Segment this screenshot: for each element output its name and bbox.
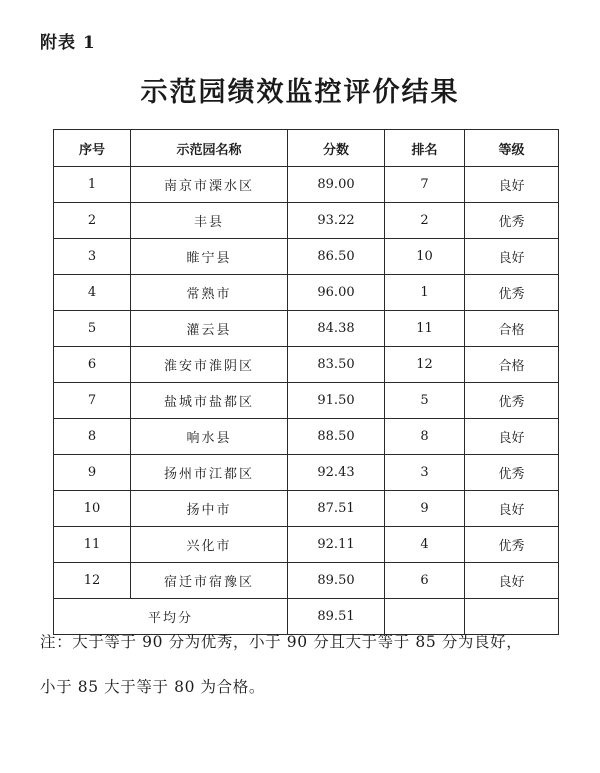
cell-index: 12 xyxy=(54,563,131,599)
cell-name: 淮安市淮阴区 xyxy=(131,347,288,383)
cell-score: 93.22 xyxy=(288,203,385,239)
cell-name: 灌云县 xyxy=(131,311,288,347)
cell-index: 9 xyxy=(54,455,131,491)
header-grade: 等级 xyxy=(465,130,559,167)
cell-score: 89.00 xyxy=(288,167,385,203)
cell-rank: 4 xyxy=(385,527,465,563)
cell-grade: 合格 xyxy=(465,311,559,347)
cell-index: 10 xyxy=(54,491,131,527)
average-label: 平均分 xyxy=(54,599,288,635)
cell-rank: 9 xyxy=(385,491,465,527)
cell-rank: 11 xyxy=(385,311,465,347)
cell-grade: 良好 xyxy=(465,491,559,527)
cell-name: 丰县 xyxy=(131,203,288,239)
cell-grade: 良好 xyxy=(465,563,559,599)
cell-score: 92.43 xyxy=(288,455,385,491)
cell-grade: 优秀 xyxy=(465,527,559,563)
cell-name: 南京市溧水区 xyxy=(131,167,288,203)
cell-rank: 7 xyxy=(385,167,465,203)
cell-score: 96.00 xyxy=(288,275,385,311)
cell-grade: 优秀 xyxy=(465,275,559,311)
cell-name: 扬州市江都区 xyxy=(131,455,288,491)
cell-name: 响水县 xyxy=(131,419,288,455)
cell-index: 4 xyxy=(54,275,131,311)
page-title: 示范园绩效监控评价结果 xyxy=(140,77,460,108)
table-header-row xyxy=(54,130,559,167)
cell-index: 7 xyxy=(54,383,131,419)
cell-index: 8 xyxy=(54,419,131,455)
table-row xyxy=(54,239,559,275)
cell-grade: 合格 xyxy=(465,347,559,383)
cell-rank: 12 xyxy=(385,347,465,383)
cell-grade: 良好 xyxy=(465,239,559,275)
average-row xyxy=(54,599,559,635)
empty-cell xyxy=(465,599,559,635)
header-score: 分数 xyxy=(288,130,385,167)
cell-index: 6 xyxy=(54,347,131,383)
cell-index: 3 xyxy=(54,239,131,275)
note-line-2: 小于 85 大于等于 80 为合格。 xyxy=(40,678,265,696)
cell-score: 86.50 xyxy=(288,239,385,275)
cell-score: 84.38 xyxy=(288,311,385,347)
table-row xyxy=(54,491,559,527)
cell-grade: 优秀 xyxy=(465,203,559,239)
table-row xyxy=(54,455,559,491)
table-row xyxy=(54,527,559,563)
cell-rank: 10 xyxy=(385,239,465,275)
cell-index: 5 xyxy=(54,311,131,347)
table-row xyxy=(54,167,559,203)
cell-rank: 3 xyxy=(385,455,465,491)
table-row xyxy=(54,563,559,599)
empty-cell xyxy=(385,599,465,635)
table-body xyxy=(54,167,559,635)
table-row xyxy=(54,419,559,455)
cell-name: 扬中市 xyxy=(131,491,288,527)
cell-score: 83.50 xyxy=(288,347,385,383)
cell-rank: 8 xyxy=(385,419,465,455)
table-row xyxy=(54,383,559,419)
cell-grade: 良好 xyxy=(465,167,559,203)
cell-index: 1 xyxy=(54,167,131,203)
cell-score: 89.50 xyxy=(288,563,385,599)
cell-index: 2 xyxy=(54,203,131,239)
header-index: 序号 xyxy=(54,130,131,167)
table-row xyxy=(54,275,559,311)
cell-rank: 5 xyxy=(385,383,465,419)
cell-name: 盐城市盐都区 xyxy=(131,383,288,419)
note-line-1: 注：大于等于 90 分为优秀，小于 90 分且大于等于 85 分为良好， xyxy=(40,633,523,651)
cell-score: 91.50 xyxy=(288,383,385,419)
cell-index: 11 xyxy=(54,527,131,563)
header-name: 示范园名称 xyxy=(131,130,288,167)
cell-score: 88.50 xyxy=(288,419,385,455)
cell-name: 常熟市 xyxy=(131,275,288,311)
cell-name: 兴化市 xyxy=(131,527,288,563)
cell-score: 87.51 xyxy=(288,491,385,527)
cell-grade: 优秀 xyxy=(465,455,559,491)
header-rank: 排名 xyxy=(385,130,465,167)
cell-grade: 优秀 xyxy=(465,383,559,419)
cell-rank: 6 xyxy=(385,563,465,599)
cell-rank: 1 xyxy=(385,275,465,311)
results-table xyxy=(53,129,559,635)
cell-name: 宿迁市宿豫区 xyxy=(131,563,288,599)
table-row xyxy=(54,347,559,383)
cell-score: 92.11 xyxy=(288,527,385,563)
average-score: 89.51 xyxy=(288,599,385,635)
table-row xyxy=(54,203,559,239)
cell-name: 睢宁县 xyxy=(131,239,288,275)
table-row xyxy=(54,311,559,347)
cell-rank: 2 xyxy=(385,203,465,239)
cell-grade: 良好 xyxy=(465,419,559,455)
annex-label: 附表 1 xyxy=(40,33,96,53)
